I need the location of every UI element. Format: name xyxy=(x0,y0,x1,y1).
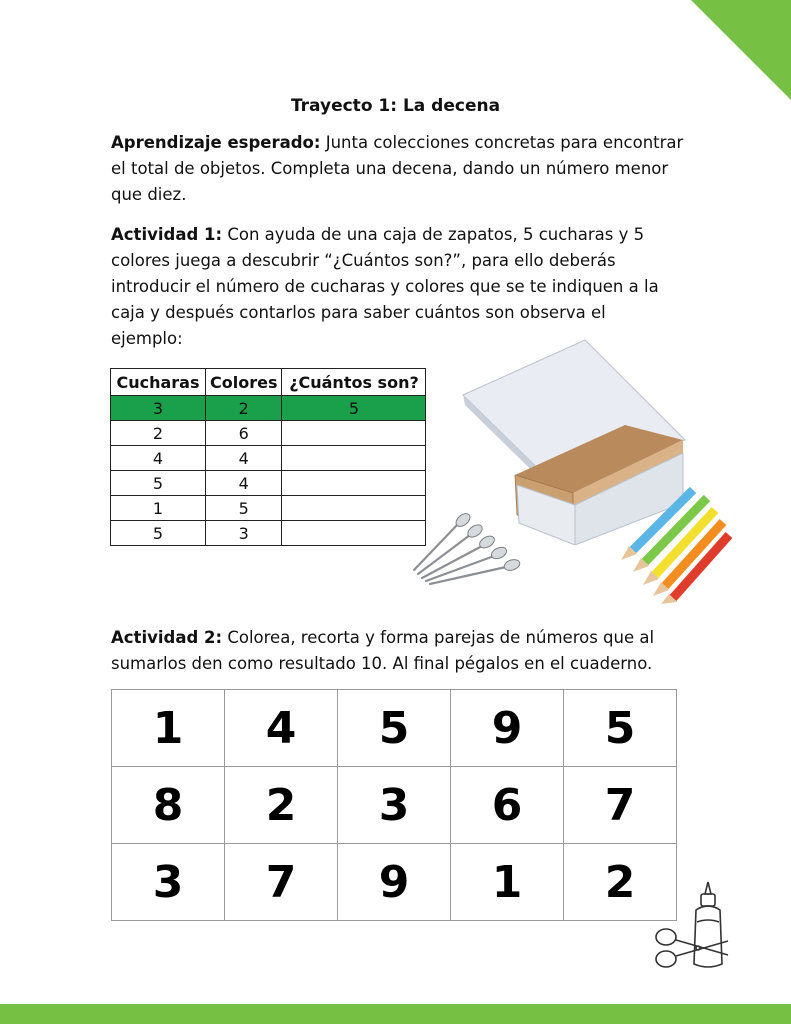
actividad1-line: colores juega a descubrir “¿Cuántos son?”, para ello deberás xyxy=(111,251,616,270)
number-card[interactable]: 1 xyxy=(451,844,564,921)
table-cell: 5 xyxy=(111,471,206,496)
table-row xyxy=(111,471,426,496)
aprendizaje-line: Junta colecciones concretas para encontrar xyxy=(320,133,684,152)
table-cell: 4 xyxy=(111,446,206,471)
header-colores: Colores xyxy=(206,369,282,396)
table-row xyxy=(111,521,426,546)
actividad1-line: ejemplo: xyxy=(111,329,183,348)
number-card[interactable]: 9 xyxy=(338,844,451,921)
grid-row xyxy=(112,690,677,767)
grid-row xyxy=(112,767,677,844)
aprendizaje-label: Aprendizaje esperado: xyxy=(111,133,321,152)
actividad2-line: Colorea, recorta y forma parejas de números que al xyxy=(222,628,655,647)
table-cell: 3 xyxy=(111,396,206,421)
number-card[interactable]: 9 xyxy=(451,690,564,767)
actividad2-paragraph xyxy=(111,625,711,677)
table-cell: 6 xyxy=(206,421,282,446)
table-cell: 1 xyxy=(111,496,206,521)
table-row-example xyxy=(111,396,426,421)
number-card[interactable]: 7 xyxy=(225,844,338,921)
number-card[interactable]: 2 xyxy=(564,844,677,921)
actividad2-line: sumarlos den como resultado 10. Al final pégalos en el cuaderno. xyxy=(111,654,653,673)
table-row xyxy=(111,421,426,446)
counting-table xyxy=(110,368,426,546)
actividad2-label: Actividad 2: xyxy=(111,628,223,647)
corner-triangle-decoration xyxy=(691,0,791,100)
bottom-green-bar xyxy=(0,1004,791,1024)
actividad1-line: Con ayuda de una caja de zapatos, 5 cucharas y 5 xyxy=(222,225,645,244)
table-cell-answer[interactable] xyxy=(282,496,426,521)
number-cards-grid xyxy=(111,689,677,921)
table-cell-answer[interactable] xyxy=(282,521,426,546)
table-cell: 3 xyxy=(206,521,282,546)
table-cell: 4 xyxy=(206,446,282,471)
table-cell-answer[interactable] xyxy=(282,421,426,446)
number-card[interactable]: 1 xyxy=(112,690,225,767)
table-row xyxy=(111,446,426,471)
header-cucharas: Cucharas xyxy=(111,369,206,396)
table-cell: 5 xyxy=(206,496,282,521)
table-cell-answer[interactable] xyxy=(282,446,426,471)
number-card[interactable]: 3 xyxy=(338,767,451,844)
number-card[interactable]: 2 xyxy=(225,767,338,844)
table-cell: 5 xyxy=(111,521,206,546)
table-cell-answer[interactable] xyxy=(282,471,426,496)
table-cell: 2 xyxy=(206,396,282,421)
number-card[interactable]: 3 xyxy=(112,844,225,921)
number-card[interactable]: 5 xyxy=(338,690,451,767)
number-card[interactable]: 8 xyxy=(112,767,225,844)
scissors-icon xyxy=(652,925,732,970)
aprendizaje-line: que diez. xyxy=(111,185,187,204)
aprendizaje-paragraph xyxy=(111,130,711,208)
actividad1-line: introducir el número de cucharas y colores que se te indiquen a la xyxy=(111,277,659,296)
table-cell: 4 xyxy=(206,471,282,496)
table-header-row xyxy=(111,369,426,396)
table-row xyxy=(111,496,426,521)
header-cuantos-son: ¿Cuántos son? xyxy=(282,369,426,396)
number-card[interactable]: 6 xyxy=(451,767,564,844)
page-title: Trayecto 1: La decena xyxy=(290,96,501,116)
colored-pencils-icon xyxy=(615,480,735,605)
actividad1-paragraph xyxy=(111,222,711,352)
table-cell: 5 xyxy=(282,396,426,421)
spoons-icon xyxy=(410,510,525,585)
aprendizaje-line: el total de objetos. Completa una decena, dando un número menor xyxy=(111,159,669,178)
actividad1-line: caja y después contarlos para saber cuántos son observa el xyxy=(111,303,606,322)
number-card[interactable]: 7 xyxy=(564,767,677,844)
actividad1-label: Actividad 1: xyxy=(111,225,223,244)
table-cell: 2 xyxy=(111,421,206,446)
number-card[interactable]: 5 xyxy=(564,690,677,767)
grid-row xyxy=(112,844,677,921)
number-card[interactable]: 4 xyxy=(225,690,338,767)
